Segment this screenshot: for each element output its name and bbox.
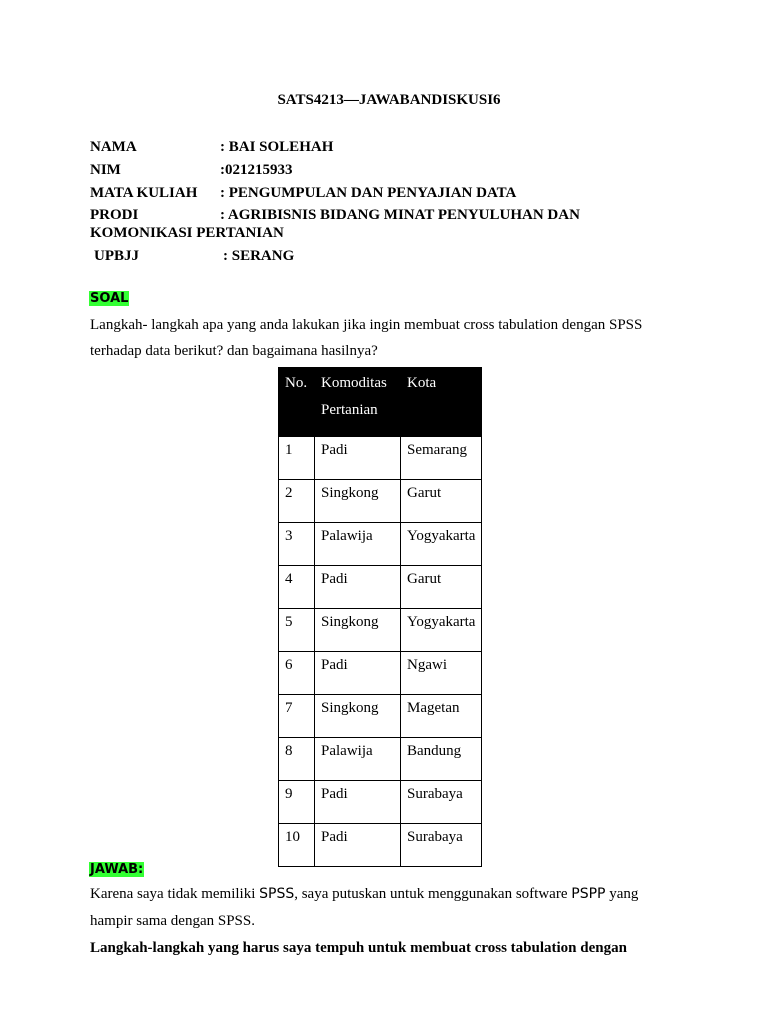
prodi-continuation: KOMONIKASI PERTANIAN — [90, 225, 284, 241]
cell-komoditas: Singkong — [315, 480, 401, 523]
cell-komoditas: Padi — [315, 437, 401, 480]
mata-kuliah-label: MATA KULIAH — [90, 185, 198, 201]
upbjj-label: UPBJJ — [94, 248, 139, 264]
table-header-row — [279, 368, 482, 437]
upbjj-value: : SERANG — [223, 248, 295, 264]
table-row — [279, 738, 482, 781]
cell-kota: Bandung — [401, 738, 482, 781]
soal-text-line-2: terhadap data berikut? dan bagaimana hasilnya? — [90, 343, 378, 359]
cell-komoditas: Padi — [315, 566, 401, 609]
document-title: SATS4213—JAWABANDISKUSI6 — [277, 92, 501, 108]
cell-komoditas: Padi — [315, 781, 401, 824]
jawab-text-1e: yang — [605, 886, 639, 902]
jawab-text-line-1 — [90, 886, 638, 903]
table-row — [279, 609, 482, 652]
table-row — [279, 652, 482, 695]
prodi-value: : AGRIBISNIS BIDANG MINAT PENYULUHAN DAN — [220, 207, 580, 223]
table-row — [279, 523, 482, 566]
data-table — [278, 367, 482, 867]
jawab-text-1a: Karena saya tidak memiliki — [90, 886, 260, 902]
cell-kota: Surabaya — [401, 781, 482, 824]
table-body — [279, 437, 482, 867]
cell-komoditas: Singkong — [315, 695, 401, 738]
table-row — [279, 781, 482, 824]
cell-komoditas: Padi — [315, 652, 401, 695]
cell-no: 7 — [279, 695, 315, 738]
jawab-text-1d: PSPP — [571, 886, 606, 902]
cell-kota: Surabaya — [401, 824, 482, 867]
soal-text-line-1: Langkah- langkah apa yang anda lakukan jika ingin membuat cross tabulation dengan SPSS — [90, 317, 643, 333]
cell-komoditas: Palawija — [315, 523, 401, 566]
cell-komoditas: Padi — [315, 824, 401, 867]
header-komoditas: Komoditas Pertanian — [315, 368, 401, 437]
jawab-heading: JAWAB: — [90, 862, 144, 877]
cell-no: 6 — [279, 652, 315, 695]
jawab-text-1b: SPSS — [259, 886, 295, 902]
cell-kota: Semarang — [401, 437, 482, 480]
jawab-text-line-2: hampir sama dengan SPSS. — [90, 913, 255, 929]
cell-no: 1 — [279, 437, 315, 480]
cell-no: 2 — [279, 480, 315, 523]
cell-kota: Yogyakarta — [401, 523, 482, 566]
table-row — [279, 824, 482, 867]
cell-komoditas: Singkong — [315, 609, 401, 652]
mata-kuliah-value: : PENGUMPULAN DAN PENYAJIAN DATA — [220, 185, 517, 201]
cell-no: 10 — [279, 824, 315, 867]
cell-komoditas: Palawija — [315, 738, 401, 781]
nama-label: NAMA — [90, 139, 137, 155]
cell-no: 4 — [279, 566, 315, 609]
table-row — [279, 695, 482, 738]
cell-no: 3 — [279, 523, 315, 566]
nim-label: NIM — [90, 162, 121, 178]
nama-value: : BAI SOLEHAH — [220, 139, 334, 155]
prodi-label: PRODI — [90, 207, 139, 223]
table-row — [279, 480, 482, 523]
cell-kota: Magetan — [401, 695, 482, 738]
cell-kota: Ngawi — [401, 652, 482, 695]
nim-value: :021215933 — [220, 162, 293, 178]
cell-kota: Garut — [401, 566, 482, 609]
jawab-text-1c: , saya putuskan untuk menggunakan software — [294, 886, 572, 902]
table-row — [279, 566, 482, 609]
cell-no: 5 — [279, 609, 315, 652]
header-kota: Kota — [401, 368, 482, 437]
table-row — [279, 437, 482, 480]
jawab-text-line-3: Langkah-langkah yang harus saya tempuh untuk membuat cross tabulation dengan — [90, 940, 627, 956]
soal-heading: SOAL — [90, 291, 129, 306]
cell-kota: Yogyakarta — [401, 609, 482, 652]
cell-no: 8 — [279, 738, 315, 781]
cell-no: 9 — [279, 781, 315, 824]
header-no: No. — [279, 368, 315, 437]
cell-kota: Garut — [401, 480, 482, 523]
